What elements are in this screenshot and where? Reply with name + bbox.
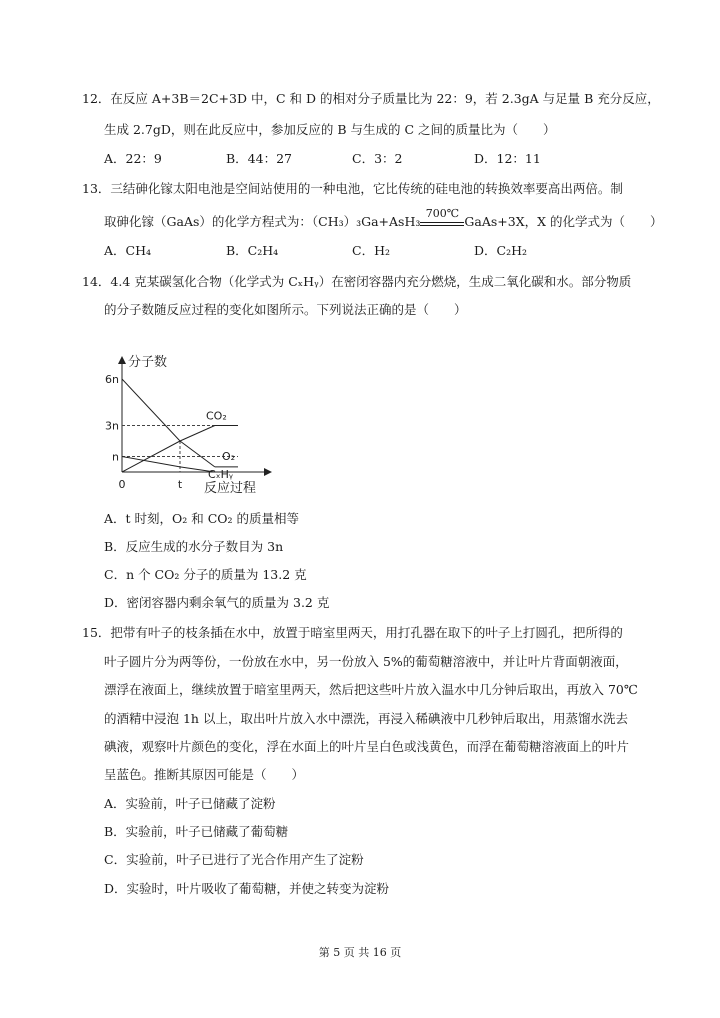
q15-option-a: A．实验前，叶子已储藏了淀粉 bbox=[104, 796, 276, 811]
q12-option-a: A．22：9 bbox=[104, 151, 162, 166]
q13-option-d: D．C₂H₂ bbox=[474, 243, 528, 258]
q14-option-a: A．t 时刻，O₂ 和 CO₂ 的质量相等 bbox=[104, 511, 300, 526]
x-axis-label: 反应过程 bbox=[204, 481, 257, 496]
q15-line3: 漂浮在液面上，继续放置于暗室里两天，然后把这些叶片放入温水中几分钟后取出，再放入 70℃ bbox=[104, 682, 638, 697]
q12-line2: 生成 2.7gD，则在此反应中，参加反应的 B 与生成的 C 之间的质量比为（ ） bbox=[104, 122, 556, 137]
q14-option-c: C．n 个 CO₂ 分子的质量为 13.2 克 bbox=[104, 567, 307, 582]
q15-line2: 叶子圆片分为两等份，一份放在水中，另一份放入 5%的葡萄糖溶液中，并让叶片背面朝液面， bbox=[104, 654, 628, 669]
page-footer: 第 5 页 共 16 页 bbox=[318, 946, 402, 959]
q13-line1: 13．三结砷化镓太阳电池是空间站使用的一种电池，它比传统的硅电池的转换效率要高出两倍。制 bbox=[82, 181, 623, 196]
reaction-condition: 700℃ bbox=[425, 206, 460, 220]
q13-option-b: B．C₂H₄ bbox=[226, 243, 279, 258]
q15-option-c: C．实验前，叶子已进行了光合作用产生了淀粉 bbox=[104, 852, 364, 867]
q12-option-d: D．12：11 bbox=[474, 151, 541, 166]
y-axis-label: 分子数 bbox=[128, 355, 168, 370]
q15-option-b: B．实验前，叶子已储藏了葡萄糖 bbox=[104, 824, 289, 839]
q12-option-c: C．3：2 bbox=[352, 151, 403, 166]
x-tick-t: t bbox=[177, 478, 183, 491]
y-tick-n: n bbox=[112, 450, 119, 464]
y-tick-3n: 3n bbox=[105, 419, 119, 433]
x-axis-arrow bbox=[264, 468, 272, 476]
x-tick-0: 0 bbox=[118, 478, 126, 491]
q12-line1: 12．在反应 A+3B＝2C+3D 中，C 和 D 的相对分子质量比为 22：9，若 2.3gA 与足量 B 充分反应， bbox=[82, 91, 660, 106]
q15-line4: 的酒精中浸泡 1h 以上，取出叶片放入水中漂洗，再浸入稀碘液中几秒钟后取出，用蒸馏水洗去 bbox=[104, 711, 628, 726]
q15-line1: 15．把带有叶子的枝条插在水中，放置于暗室里两天，用打孔器在取下的叶子上打圆孔，把所得的 bbox=[82, 625, 623, 640]
q13-equation-line bbox=[104, 206, 663, 231]
label-cxhy: CₓHᵧ bbox=[208, 467, 233, 481]
q13-option-c: C．H₂ bbox=[352, 243, 390, 258]
reaction-arrow bbox=[420, 206, 464, 226]
q15-line5: 碘液，观察叶片颜色的变化，浮在水面上的叶片呈白色或浅黄色，而浮在葡萄糖溶液面上的叶片 bbox=[104, 739, 630, 754]
q13-equation-post: GaAs+3X，X 的化学式为（ ） bbox=[464, 214, 663, 229]
label-o2: O₂ bbox=[222, 449, 236, 463]
series-o2-line bbox=[122, 379, 215, 467]
q14-option-d: D．密闭容器内剩余氧气的质量为 3.2 克 bbox=[104, 595, 330, 610]
q12-option-b: B．44：27 bbox=[226, 151, 292, 166]
q15-line6: 呈蓝色。推断其原因可能是（ ） bbox=[104, 767, 305, 782]
y-tick-6n: 6n bbox=[105, 373, 119, 386]
label-co2: CO₂ bbox=[206, 409, 227, 423]
q15-option-d: D．实验时，叶片吸收了葡萄糖，并使之转变为淀粉 bbox=[104, 881, 390, 896]
q13-equation-pre: 取砷化镓（GaAs）的化学方程式为：（CH₃）₃Ga+AsH₃ bbox=[104, 214, 421, 229]
q14-line2: 的分子数随反应过程的变化如图所示。下列说法正确的是（ ） bbox=[104, 302, 467, 317]
q14-line1: 14．4.4 克某碳氢化合物（化学式为 CₓHᵧ）在密闭容器内充分燃烧，生成二氧化碳和水。部分物质 bbox=[82, 274, 632, 289]
molecule-count-chart bbox=[100, 350, 330, 500]
y-axis-arrow bbox=[118, 356, 126, 364]
q13-option-a: A．CH₄ bbox=[104, 243, 152, 258]
q14-option-b: B．反应生成的水分子数目为 3n bbox=[104, 539, 284, 554]
